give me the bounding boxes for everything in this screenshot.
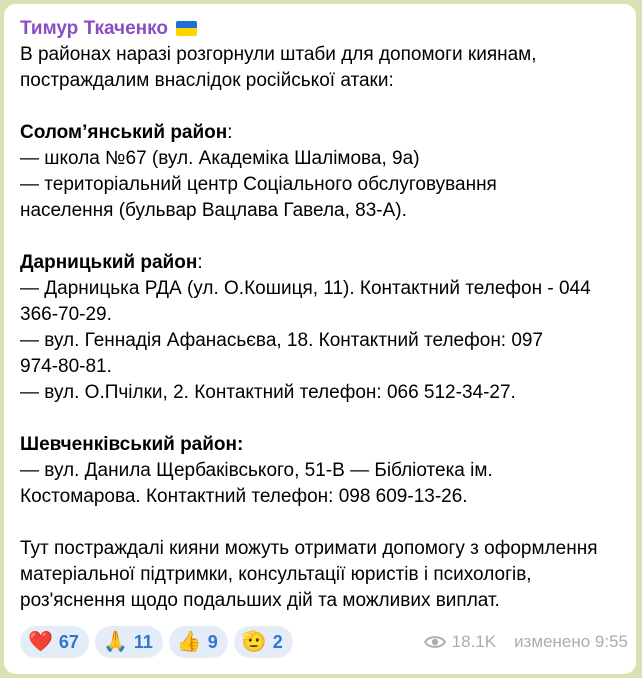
thumbs-up-icon: 👍 bbox=[176, 631, 202, 653]
flag-blue-stripe bbox=[176, 21, 197, 29]
section-line: — Дарницька РДА (ул. О.Кошиця, 11). Контактний телефон - 044 bbox=[20, 278, 591, 299]
reaction-count: 67 bbox=[58, 631, 79, 652]
reaction-salute[interactable] bbox=[234, 626, 293, 658]
outro-line: матеріальної підтримки, консультації юристів і психологів, bbox=[20, 564, 532, 585]
outro-line: Тут постраждалі кияни можуть отримати допомогу з оформлення bbox=[20, 538, 598, 559]
message-meta bbox=[424, 632, 628, 652]
reaction-thumbs-up[interactable] bbox=[169, 626, 228, 658]
section-line: — територіальний центр Соціального обслуговування bbox=[20, 174, 497, 195]
sender-name[interactable]: Тимур Ткаченко bbox=[20, 18, 168, 39]
paragraph-gap bbox=[20, 224, 622, 250]
section-title-suffix: : bbox=[197, 252, 203, 273]
reaction-count: 2 bbox=[272, 631, 283, 652]
section-line: Костомарова. Контактний телефон: 098 609-13-26. bbox=[20, 486, 468, 507]
section-title-text: Шевченківський район: bbox=[20, 434, 244, 455]
eye-icon bbox=[424, 635, 446, 649]
reaction-count: 11 bbox=[133, 631, 153, 652]
intro-line: постраждалим внаслідок російської атаки: bbox=[20, 70, 394, 91]
section-title-text: Дарницький район bbox=[20, 252, 198, 273]
section-title-shevchenkivskyi bbox=[20, 432, 622, 458]
reaction-count: 9 bbox=[207, 631, 218, 652]
section-title-darnytskyi bbox=[20, 250, 622, 276]
eye-pupil bbox=[431, 639, 437, 645]
section-line: 974-80-81. bbox=[20, 356, 112, 377]
message-sender[interactable] bbox=[20, 16, 622, 42]
red-heart-icon: ❤️ bbox=[28, 631, 53, 653]
section-line: — вул. О.Пчілки, 2. Контактний телефон: 066 512-34-27. bbox=[20, 382, 516, 403]
reactions-bar bbox=[20, 626, 299, 658]
section-title-solomianskyi bbox=[20, 120, 622, 146]
outro-line: роз'яснення щодо подальших дій та можливих виплат. bbox=[20, 590, 500, 611]
reaction-pray[interactable] bbox=[95, 626, 163, 658]
section-line: — школа №67 (вул. Академіка Шалімова, 9а) bbox=[20, 148, 420, 169]
saluting-face-icon: 🫡 bbox=[241, 631, 267, 653]
views-count: 18.1K bbox=[451, 632, 497, 651]
message-text bbox=[20, 42, 622, 614]
flag-yellow-stripe bbox=[176, 28, 197, 36]
message-footer bbox=[20, 622, 628, 662]
section-line: — вул. Геннадія Афанасьєва, 18. Контактний телефон: 097 bbox=[20, 330, 544, 351]
praying-hands-icon: 🙏 bbox=[102, 631, 128, 653]
message-bubble[interactable] bbox=[4, 4, 636, 674]
paragraph-gap bbox=[20, 94, 622, 120]
intro-line: В районах наразі розгорнули штаби для допомоги киянам, bbox=[20, 44, 537, 65]
section-line: 366-70-29. bbox=[20, 304, 112, 325]
paragraph-gap bbox=[20, 406, 622, 432]
section-line: — вул. Данила Щербаківського, 51-В — Бібліотека ім. bbox=[20, 460, 493, 481]
ukraine-flag-icon bbox=[176, 21, 197, 36]
reaction-heart[interactable] bbox=[20, 626, 89, 658]
paragraph-gap bbox=[20, 510, 622, 536]
section-line: населення (бульвар Вацлава Гавела, 83-А). bbox=[20, 200, 407, 221]
section-title-text: Солом’янський район bbox=[20, 122, 228, 143]
edited-time: изменено 9:55 bbox=[514, 632, 628, 651]
section-title-suffix: : bbox=[227, 122, 233, 143]
